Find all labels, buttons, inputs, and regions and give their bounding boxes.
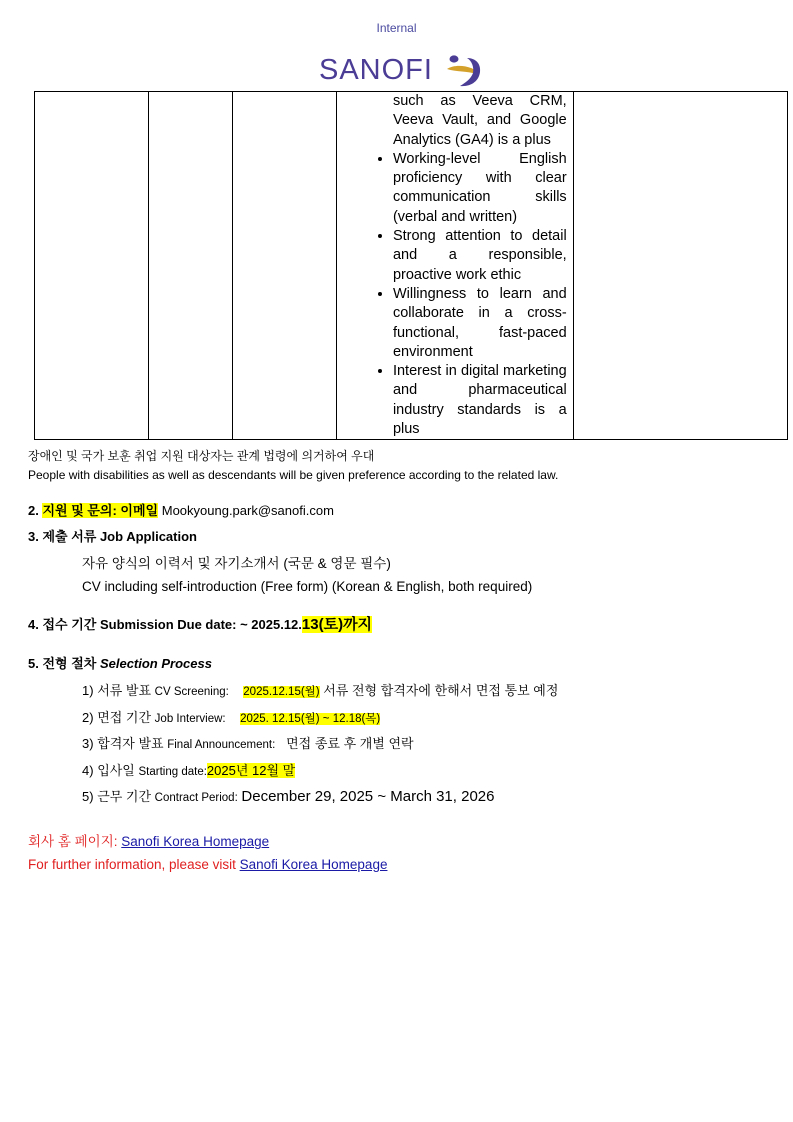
homepage-link[interactable]: Sanofi Korea Homepage [239,857,388,872]
step-number: 1) [82,683,94,698]
step-label-en: Contract Period: [154,792,238,804]
section-label-en: Selection Process [99,656,212,671]
documents-line-english: CV including self-introduction (Free form) (Korean & English, both required) [82,579,533,594]
contact-email[interactable]: Mookyoung.park@sanofi.com [161,503,334,518]
sanofi-swirl-icon [443,52,483,88]
section-label: 전형 절차 [42,656,97,671]
step-date: 2025.12.15(월) [243,686,320,698]
section-label-en: Submission Due date: ~ 2025.12. [99,617,302,632]
selection-step [82,680,558,703]
section-number: 4. [28,617,39,632]
step-label: 서류 발표 [97,683,152,698]
list-item: • Strong attention to detail and a responsible, proactive work ethic [393,227,567,285]
homepage-link[interactable]: Sanofi Korea Homepage [121,834,270,849]
table-cell [148,92,233,440]
selection-step [82,733,414,756]
step-label-en: CV Screening: [154,686,229,698]
list-item: • Interest in digital marketing and pharmaceutical industry standards is a plus [393,362,567,439]
step-detail: December 29, 2025 ~ March 31, 2026 [241,788,495,805]
step-number: 3) [82,736,94,751]
homepage-line-korean [28,832,269,852]
preference-note-english: People with disabilities as well as descendants will be given preference according to the related law. [28,468,559,482]
section-label: 지원 및 문의: 이메일 [42,503,159,518]
section-number: 2. [28,503,39,518]
step-label: 입사일 [97,763,135,778]
list-item: • Working-level English proficiency with clear communication skills (verbal and written) [393,150,567,227]
section-selection [28,654,212,674]
requirements-table [34,91,788,440]
homepage-label: For further information, please visit [28,857,236,872]
classification-label: Internal [376,21,417,35]
section-submission [28,615,372,635]
step-label-en: Final Announcement: [167,739,276,751]
step-number: 2) [82,710,94,725]
step-label-en: Job Interview: [154,713,226,725]
sanofi-logo [319,50,484,90]
section-label: 접수 기간 [42,617,97,632]
documents-line-korean: 자유 양식의 이력서 및 자기소개서 (국문 & 영문 필수) [82,556,391,571]
preference-note-korean: 장애인 및 국가 보훈 취업 지원 대상자는 관계 법령에 의거하여 우대 [28,449,375,463]
logo-text: SANOFI [319,54,433,86]
selection-step [82,786,494,809]
table-cell [35,92,149,440]
table-cell [233,92,337,440]
due-date: 13(토)까지 [301,616,373,633]
step-label-en: Starting date: [138,766,207,778]
step-number: 5) [82,789,94,804]
section-number: 3. [28,529,39,544]
requirements-list [337,92,573,439]
step-number: 4) [82,763,94,778]
section-number: 5. [28,656,39,671]
requirements-cell [336,92,573,440]
homepage-label: 회사 홈 페이지: [28,834,118,849]
step-detail: 면접 종료 후 개별 연락 [286,736,414,751]
list-item: • Willingness to learn and collaborate in a cross-functional, fast-paced environment [393,285,567,362]
section-application-contact [28,501,334,521]
selection-step [82,760,295,783]
list-item: such as Veeva CRM, Veeva Vault, and Google Analytics (GA4) is a plus [392,93,567,148]
section-label: 제출 서류 [42,529,97,544]
section-label-en: Job Application [99,529,197,544]
selection-step [82,707,380,730]
step-label: 면접 기간 [97,710,152,725]
step-label: 근무 기간 [97,789,152,804]
homepage-line-english [28,855,387,875]
step-date: 2025년 12월 말 [206,763,296,778]
step-date: 2025. 12.15(월) ~ 12.18(목) [240,713,381,725]
section-documents [28,527,197,547]
step-label: 합격자 발표 [97,736,164,751]
step-detail: 서류 전형 합격자에 한해서 면접 통보 예정 [323,683,559,698]
table-cell [573,92,787,440]
